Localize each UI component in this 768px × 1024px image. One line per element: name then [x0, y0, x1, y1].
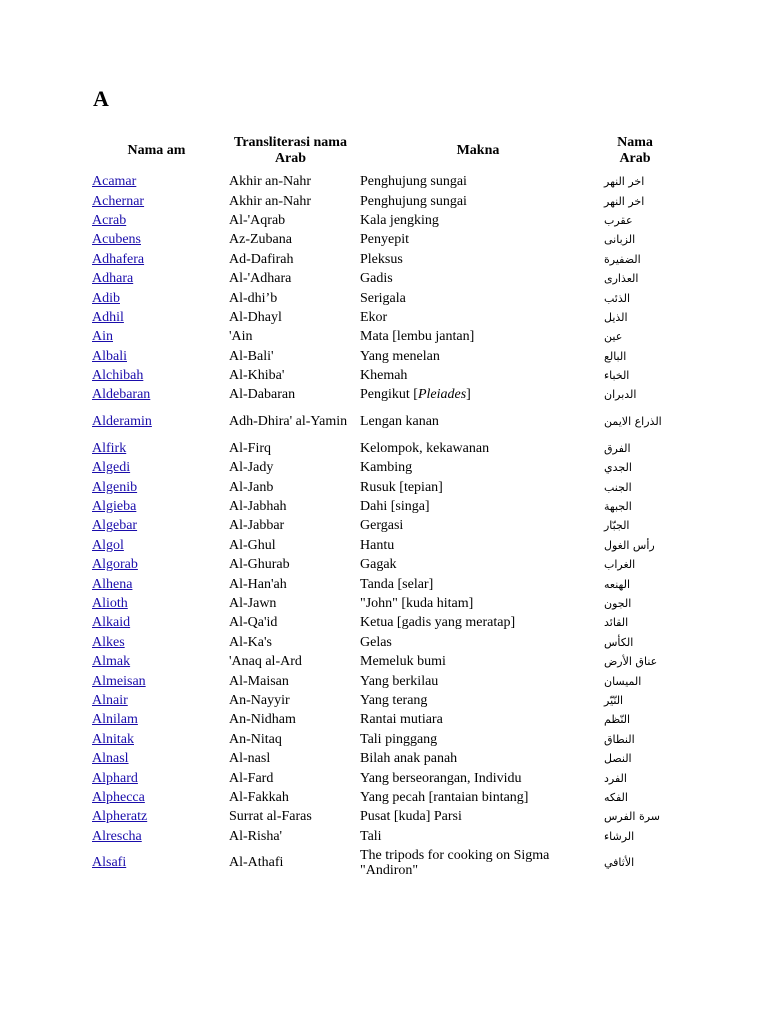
star-name-cell: [88, 555, 225, 574]
star-name-cell: [88, 516, 225, 535]
arabic-name-cell: الذيل: [604, 310, 628, 324]
star-name-cell: [88, 191, 225, 210]
star-name-cell: [88, 691, 225, 710]
table-row: [88, 458, 670, 477]
meaning-cell: [356, 788, 600, 807]
meaning-cell: [356, 594, 600, 613]
transliteration-cell: Al-Jady: [229, 460, 274, 476]
arabic-name-cell: الهنعه: [604, 577, 631, 591]
table-row: [88, 536, 670, 555]
star-name-link[interactable]: Alnair: [92, 692, 128, 708]
transliteration-cell: Adh-Dhira' al-Yamin: [229, 414, 348, 430]
star-name-link[interactable]: Adhara: [92, 271, 134, 287]
arabic-name-cell: الجدي: [604, 461, 632, 475]
transliteration-cell: Al-Dhayl: [229, 309, 282, 325]
table-row: [88, 613, 670, 632]
meaning-cell: [356, 846, 600, 880]
meaning-text: Kala jengking: [360, 212, 439, 228]
star-name-link[interactable]: Algedi: [92, 460, 131, 476]
transliteration-cell: Akhir an-Nahr: [229, 193, 312, 209]
star-name-cell: [88, 827, 225, 846]
star-name-cell: [88, 594, 225, 613]
arabic-name-cell: النطاق: [604, 732, 635, 746]
transliteration-cell: An-Nayyir: [229, 692, 290, 708]
section-heading: A: [93, 86, 109, 111]
table-row: [88, 768, 670, 787]
star-name-cell: [88, 536, 225, 555]
meaning-text: Gergasi: [360, 518, 404, 534]
arabic-name-cell: الذئب: [604, 291, 631, 305]
star-name-cell: [88, 730, 225, 749]
star-name-cell: [88, 308, 225, 327]
meaning-cell: [356, 768, 600, 787]
meaning-text: Bilah anak panah: [360, 751, 458, 767]
table-row: [88, 366, 670, 385]
star-name-cell: [88, 288, 225, 307]
table-row: [88, 671, 670, 690]
star-name-link[interactable]: Achernar: [92, 193, 145, 209]
meaning-cell: [356, 172, 600, 191]
star-name-cell: [88, 633, 225, 652]
arabic-name-cell: النصل: [604, 752, 632, 766]
arabic-name-cell: القائد: [604, 616, 629, 630]
transliteration-cell: Al-Jawn: [229, 596, 277, 611]
star-name-link[interactable]: Acubens: [92, 232, 141, 248]
arabic-name-cell: عقرب: [604, 213, 633, 227]
meaning-cell: [356, 633, 600, 652]
arabic-name-cell: اخر النهر: [604, 194, 645, 208]
star-name-cell: [88, 749, 225, 768]
meaning-text: Yang terang: [360, 692, 428, 708]
table-row: [88, 730, 670, 749]
transliteration-cell: Al-Janb: [229, 479, 274, 495]
table-row: [88, 497, 670, 516]
meaning-text: Tali: [360, 828, 382, 844]
transliteration-cell: Al-Khiba': [229, 368, 285, 384]
star-name-link[interactable]: Alkaid: [92, 615, 131, 631]
table-row: [88, 555, 670, 574]
arabic-name-cell: الخباء: [604, 369, 630, 383]
star-name-link[interactable]: Algol: [92, 537, 124, 553]
transliteration-cell: An-Nidham: [229, 712, 296, 728]
meaning-cell: [356, 536, 600, 555]
meaning-text: Lengan kanan: [360, 414, 439, 430]
table-row: [88, 516, 670, 535]
table-row: [88, 308, 670, 327]
star-name-link[interactable]: Acamar: [92, 174, 137, 190]
table-row: [88, 574, 670, 593]
transliteration-cell: Al-Maisan: [229, 673, 289, 689]
meaning-text: Rusuk [tepian]: [360, 479, 443, 495]
star-name-link[interactable]: Adhil: [92, 309, 124, 325]
star-name-link[interactable]: Almeisan: [92, 673, 146, 689]
meaning-cell: [356, 691, 600, 710]
meaning-text: Kelompok, kekawanan: [360, 440, 490, 456]
meaning-text: Hantu: [360, 537, 395, 553]
meaning-text: Rantai mutiara: [360, 712, 443, 728]
meaning-text: Penghujung sungai: [360, 174, 467, 190]
arabic-name-cell: العذارى: [604, 272, 639, 286]
transliteration-cell: Al-Ghurab: [229, 557, 290, 573]
star-name-link[interactable]: Algenib: [92, 479, 138, 495]
meaning-cell: [356, 555, 600, 574]
star-name-link[interactable]: Alhena: [92, 576, 133, 592]
table-row: [88, 788, 670, 807]
table-row: [88, 439, 670, 458]
transliteration-cell: Al-Fard: [229, 770, 274, 786]
arabic-name-cell: الجبهة: [604, 500, 632, 514]
transliteration-cell: Al-Risha': [229, 828, 283, 844]
meaning-cell: [356, 807, 600, 826]
star-name-link[interactable]: Algorab: [92, 557, 138, 573]
star-name-cell: [88, 385, 225, 404]
star-name-link[interactable]: Alfirk: [92, 440, 127, 456]
transliteration-cell: Ad-Dafirah: [229, 251, 294, 267]
star-name-link[interactable]: Aldebaran: [92, 387, 151, 403]
meaning-text: Gagak: [360, 557, 397, 573]
column-header-makna: Makna: [456, 143, 500, 158]
meaning-cell: [356, 827, 600, 846]
star-name-cell: [88, 327, 225, 346]
arabic-name-cell: النّيّر: [604, 693, 624, 707]
star-name-link[interactable]: Alchibah: [92, 368, 144, 384]
arabic-name-cell: الزبانى: [604, 233, 636, 247]
star-name-cell: [88, 788, 225, 807]
arabic-name-cell: اخر النهر: [604, 175, 645, 189]
transliteration-cell: Al-Jabbar: [229, 518, 285, 534]
star-name-cell: [88, 250, 225, 269]
star-name-link[interactable]: Adib: [92, 290, 120, 306]
star-name-cell: [88, 574, 225, 593]
arabic-name-cell: الفرق: [604, 441, 631, 455]
transliteration-cell: Az-Zubana: [229, 232, 292, 248]
star-name-link[interactable]: Alnasl: [92, 751, 129, 767]
meaning-text: Kambing: [360, 460, 413, 476]
transliteration-cell: Al-Ka's: [229, 634, 272, 650]
arabic-name-cell: الفكه: [604, 790, 628, 804]
meaning-text: Penyepit: [360, 232, 409, 248]
meaning-text: The tripods for cooking on Sigma "Andiron": [360, 847, 550, 878]
star-name-link[interactable]: Alpheratz: [92, 809, 148, 825]
arabic-name-cell: البالع: [604, 349, 627, 363]
star-name-cell: [88, 439, 225, 458]
star-name-link[interactable]: Albali: [92, 348, 127, 364]
arabic-name-cell: الغراب: [604, 558, 636, 572]
star-name-cell: [88, 652, 225, 671]
transliteration-cell: Al-Fakkah: [229, 789, 289, 805]
meaning-text: Tali pinggang: [360, 731, 438, 747]
meaning-suffix-text: ]: [466, 387, 471, 403]
meaning-text: Gadis: [360, 271, 393, 287]
table-row: [88, 269, 670, 288]
transliteration-cell: Al-dhi’b: [229, 290, 278, 306]
star-name-link[interactable]: Adhafera: [92, 251, 145, 267]
arabic-name-cell: الميسان: [604, 674, 642, 688]
star-name-cell: [88, 269, 225, 288]
transliteration-cell: Akhir an-Nahr: [229, 174, 312, 190]
meaning-text: Pengikut [: [360, 387, 418, 403]
arabic-name-cell: الجون: [604, 597, 632, 610]
meaning-text: Ekor: [360, 309, 388, 325]
meaning-cell: [356, 613, 600, 632]
table-row: [88, 211, 670, 230]
transliteration-cell: Al-Ghul: [229, 537, 276, 553]
meaning-cell: [356, 405, 600, 439]
transliteration-cell: 'Anaq al-Ard: [229, 654, 302, 670]
meaning-text: Dahi [singa]: [360, 499, 430, 515]
star-name-cell: [88, 230, 225, 249]
transliteration-cell: Al-Han'ah: [229, 576, 287, 592]
table-row: [88, 633, 670, 652]
transliteration-cell: Al-Athafi: [229, 855, 284, 871]
table-row: [88, 710, 670, 729]
transliteration-cell: Al-Qa'id: [229, 615, 278, 631]
transliteration-cell: Surrat al-Faras: [229, 809, 312, 825]
transliteration-cell: Al-Bali': [229, 348, 274, 364]
arabic-name-cell: النّظم: [604, 713, 631, 727]
arabic-name-cell: الرشاء: [604, 829, 635, 843]
arabic-name-cell: سرة الفرس: [604, 810, 661, 824]
star-name-link[interactable]: Ain: [92, 329, 113, 345]
star-name-cell: [88, 405, 225, 439]
meaning-cell: [356, 211, 600, 230]
table-row: [88, 807, 670, 826]
transliteration-cell: Al-'Aqrab: [229, 212, 286, 228]
table-row: [88, 347, 670, 366]
meaning-cell: [356, 250, 600, 269]
star-name-link[interactable]: Acrab: [92, 212, 127, 228]
meaning-cell: [356, 497, 600, 516]
table-row: [88, 191, 670, 210]
star-name-link[interactable]: Algebar: [92, 518, 138, 534]
star-name-link[interactable]: Alphecca: [92, 789, 145, 805]
table-row: [88, 405, 670, 439]
arabic-name-cell: الذراع الايمن: [604, 415, 662, 429]
arabic-name-cell: الكأس: [604, 635, 634, 649]
meaning-cell: [356, 288, 600, 307]
star-name-link[interactable]: Algieba: [92, 499, 137, 515]
star-name-cell: [88, 846, 225, 880]
meaning-cell: [356, 385, 600, 404]
meaning-text: Ketua [gadis yang meratap]: [360, 615, 516, 631]
meaning-text: "John" [kuda hitam]: [360, 596, 474, 611]
meaning-cell: [356, 710, 600, 729]
transliteration-cell: An-Nitaq: [229, 731, 282, 747]
meaning-text: Yang menelan: [360, 348, 440, 364]
meaning-cell: [356, 230, 600, 249]
transliteration-cell: 'Ain: [229, 329, 253, 345]
table-row: [88, 385, 670, 404]
column-header-nama-arab: Nama Arab: [617, 135, 653, 166]
star-name-cell: [88, 768, 225, 787]
meaning-cell: [356, 347, 600, 366]
meaning-text: Tanda [selar]: [360, 576, 434, 592]
meaning-cell: [356, 749, 600, 768]
arabic-name-cell: الفرد: [604, 771, 627, 785]
star-name-cell: [88, 613, 225, 632]
meaning-cell: [356, 671, 600, 690]
arabic-name-cell: عناق الأرض: [604, 655, 658, 669]
meaning-cell: [356, 477, 600, 496]
arabic-name-cell: عين: [604, 330, 623, 344]
star-name-cell: [88, 710, 225, 729]
table-row: [88, 827, 670, 846]
star-name-link[interactable]: Alsafi: [92, 855, 127, 871]
meaning-cell: [356, 516, 600, 535]
transliteration-cell: Al-Jabhah: [229, 499, 287, 515]
meaning-cell: [356, 366, 600, 385]
meaning-cell: [356, 327, 600, 346]
meaning-text: Pleksus: [360, 251, 403, 267]
transliteration-cell: Al-'Adhara: [229, 271, 292, 287]
star-name-cell: [88, 807, 225, 826]
star-name-cell: [88, 172, 225, 191]
arabic-name-cell: الضفيرة: [604, 252, 641, 266]
meaning-text: Pusat [kuda] Parsi: [360, 809, 462, 825]
table-row: [88, 846, 670, 880]
table-row: [88, 477, 670, 496]
table-row: [88, 691, 670, 710]
meaning-cell: [356, 308, 600, 327]
arabic-name-cell: الدبران: [604, 388, 637, 402]
table-row: [88, 652, 670, 671]
meaning-text: Khemah: [360, 368, 408, 384]
star-name-link[interactable]: Alphard: [92, 770, 138, 786]
meaning-cell: [356, 574, 600, 593]
table-body: [88, 172, 670, 880]
star-name-cell: [88, 211, 225, 230]
transliteration-cell: Al-Dabaran: [229, 387, 296, 403]
table-row: [88, 172, 670, 191]
star-name-link[interactable]: Alioth: [92, 596, 128, 611]
star-name-cell: [88, 366, 225, 385]
star-names-table: [88, 130, 670, 880]
column-header-transliterasi: Transliterasi nama Arab: [234, 135, 347, 166]
meaning-text: Serigala: [360, 290, 406, 306]
star-name-cell: [88, 458, 225, 477]
star-name-link[interactable]: Alrescha: [92, 828, 142, 844]
table-row: [88, 250, 670, 269]
star-name-link[interactable]: Alnitak: [92, 731, 134, 747]
meaning-text: Penghujung sungai: [360, 193, 467, 209]
meaning-text: Memeluk bumi: [360, 654, 446, 670]
table-row: [88, 749, 670, 768]
meaning-text: Yang berseorangan, Individu: [360, 770, 522, 786]
meaning-text: Yang pecah [rantaian bintang]: [360, 789, 529, 805]
meaning-cell: [356, 458, 600, 477]
table-row: [88, 327, 670, 346]
meaning-italic-text: Pleiades: [417, 387, 467, 403]
meaning-cell: [356, 439, 600, 458]
meaning-text: Mata [lembu jantan]: [360, 329, 475, 345]
arabic-name-cell: الجبّار: [604, 519, 630, 533]
meaning-cell: [356, 730, 600, 749]
arabic-name-cell: الجنب: [604, 480, 632, 494]
transliteration-cell: Al-nasl: [229, 751, 271, 767]
star-name-link[interactable]: Alderamin: [92, 414, 152, 430]
meaning-cell: [356, 269, 600, 288]
star-name-link[interactable]: Alnilam: [92, 712, 138, 728]
star-name-link[interactable]: Almak: [92, 654, 131, 670]
table-header-row: [88, 130, 670, 172]
table-row: [88, 594, 670, 613]
arabic-name-cell: الأثافي: [604, 856, 635, 870]
star-name-link[interactable]: Alkes: [92, 634, 125, 650]
table-row: [88, 230, 670, 249]
meaning-cell: [356, 191, 600, 210]
meaning-cell: [356, 652, 600, 671]
meaning-text: Gelas: [360, 634, 392, 650]
star-name-cell: [88, 347, 225, 366]
meaning-text: Yang berkilau: [360, 673, 439, 689]
star-name-cell: [88, 497, 225, 516]
transliteration-cell: Al-Firq: [229, 440, 271, 456]
star-name-cell: [88, 671, 225, 690]
column-header-nama-am: Nama am: [127, 143, 186, 158]
star-name-cell: [88, 477, 225, 496]
arabic-name-cell: رأس الغول: [604, 538, 655, 552]
table-row: [88, 288, 670, 307]
